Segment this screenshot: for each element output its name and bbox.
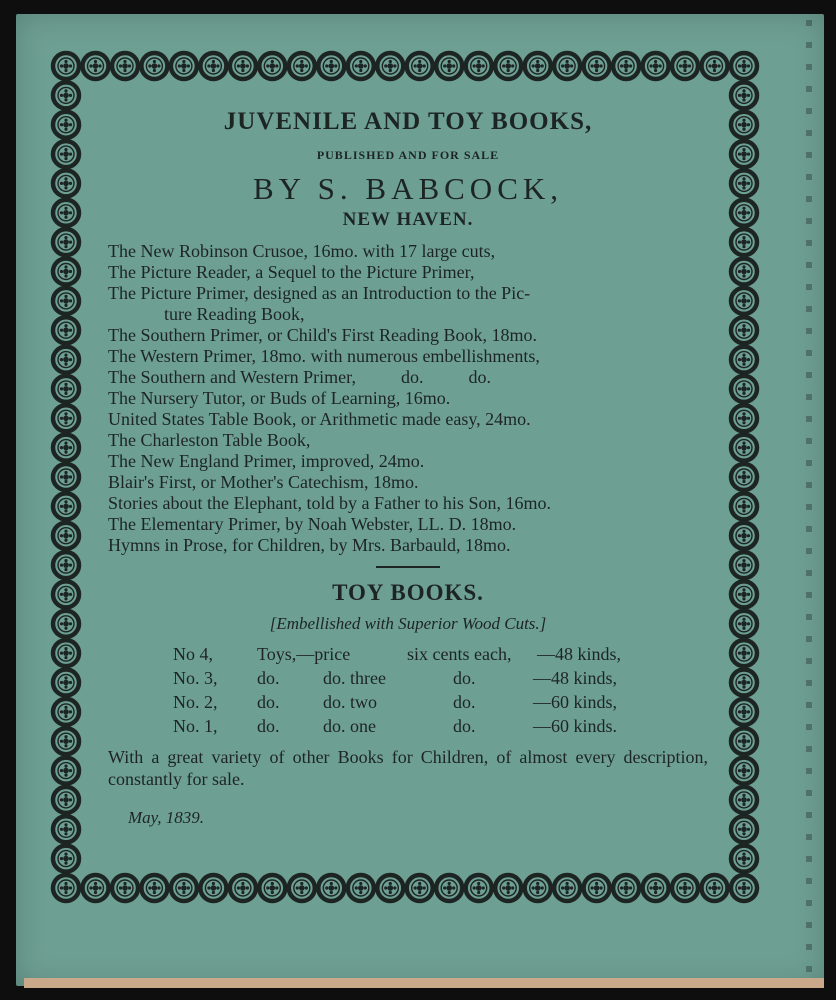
border-ornament: [731, 376, 757, 402]
border-ornament: [53, 581, 79, 607]
border-ornament: [731, 611, 757, 637]
border-ornament: [53, 82, 79, 108]
border-ornament: [230, 875, 256, 901]
border-ornament: [584, 875, 610, 901]
border-ornament: [731, 53, 757, 79]
border-ornament: [53, 670, 79, 696]
border-ornament: [112, 875, 138, 901]
border-ornament: [348, 875, 374, 901]
border-ornament: [466, 875, 492, 901]
border-ornament: [377, 53, 403, 79]
border-ornament: [53, 523, 79, 549]
page-title: JUVENILE AND TOY BOOKS,: [223, 108, 593, 135]
border-ornament: [525, 875, 551, 901]
list-item: United States Table Book, or Arithmetic made easy, 24mo.: [108, 409, 531, 429]
border-ornament: [731, 288, 757, 314]
document-body: [108, 100, 708, 828]
border-ornament: [53, 875, 79, 901]
border-ornament: [318, 53, 344, 79]
border-ornament: [731, 875, 757, 901]
border-ornament: [466, 53, 492, 79]
border-ornament: [53, 53, 79, 79]
list-item: Hymns in Prose, for Children, by Mrs. Barbauld, 18mo.: [108, 535, 511, 555]
border-ornament: [407, 53, 433, 79]
border-ornament: [613, 875, 639, 901]
border-ornament: [53, 435, 79, 461]
border-ornament: [731, 317, 757, 343]
border-ornament: [289, 875, 315, 901]
border-ornament: [554, 53, 580, 79]
section-title: TOY BOOKS.: [332, 580, 484, 605]
border-ornament: [731, 347, 757, 373]
border-ornament: [731, 640, 757, 666]
border-ornament: [702, 53, 728, 79]
list-item: The Elementary Primer, by Noah Webster, LL. D. 18mo.: [108, 514, 517, 534]
border-ornament: [731, 259, 757, 285]
border-ornament: [53, 493, 79, 519]
book-list: [108, 241, 708, 556]
publisher-name: BY S. BABCOCK,: [252, 171, 564, 206]
border-ornament: [53, 611, 79, 637]
table-row: No 4, Toys,—price six cents each, —48 kinds,: [173, 644, 622, 664]
border-ornament: [731, 846, 757, 872]
border-ornament: [731, 787, 757, 813]
publication-date: May, 1839.: [128, 808, 205, 827]
border-ornament: [141, 875, 167, 901]
border-ornament: [731, 435, 757, 461]
border-ornament: [53, 200, 79, 226]
toy-price-table: [173, 642, 643, 738]
border-ornament: [53, 229, 79, 255]
border-ornament: [53, 552, 79, 578]
border-ornament: [731, 170, 757, 196]
border-ornament: [407, 875, 433, 901]
list-item: The New Robinson Crusoe, 16mo. with 17 large cuts,: [108, 241, 496, 261]
border-ornament: [53, 317, 79, 343]
border-ornament: [731, 699, 757, 725]
border-ornament: [731, 670, 757, 696]
border-ornament: [731, 552, 757, 578]
table-row: No. 2, do. do. two do. —60 kinds,: [173, 692, 618, 712]
border-ornament: [643, 875, 669, 901]
border-ornament: [53, 170, 79, 196]
border-ornament: [643, 53, 669, 79]
border-ornament: [731, 229, 757, 255]
border-ornament: [731, 464, 757, 490]
border-ornament: [348, 53, 374, 79]
border-ornament: [731, 523, 757, 549]
border-ornament: [53, 259, 79, 285]
border-ornament: [672, 875, 698, 901]
border-ornament: [554, 875, 580, 901]
border-ornament: [377, 875, 403, 901]
border-ornament: [731, 581, 757, 607]
border-ornament: [53, 640, 79, 666]
border-ornament: [731, 758, 757, 784]
border-ornament: [584, 53, 610, 79]
border-ornament: [53, 787, 79, 813]
list-item: The Southern and Western Primer, do. do.: [108, 367, 491, 387]
border-ornament: [731, 200, 757, 226]
border-ornament: [230, 53, 256, 79]
border-ornament: [171, 53, 197, 79]
border-ornament: [200, 53, 226, 79]
border-ornament: [53, 816, 79, 842]
border-ornament: [495, 875, 521, 901]
list-item: The Picture Primer, designed as an Introduction to the Pic- ture Reading Book,: [108, 283, 531, 324]
border-ornament: [436, 875, 462, 901]
table-row: No. 1, do. do. one do. —60 kinds.: [173, 716, 618, 736]
border-ornament: [436, 53, 462, 79]
border-ornament: [53, 141, 79, 167]
border-ornament: [495, 53, 521, 79]
border-ornament: [731, 728, 757, 754]
list-item: The Picture Reader, a Sequel to the Picture Primer,: [108, 262, 475, 282]
border-ornament: [318, 875, 344, 901]
border-ornament: [259, 53, 285, 79]
border-ornament: [731, 493, 757, 519]
border-ornament: [731, 405, 757, 431]
border-ornament: [53, 464, 79, 490]
list-item: The Southern Primer, or Child's First Reading Book, 18mo.: [108, 325, 538, 345]
border-ornament: [83, 53, 109, 79]
border-ornament: [53, 347, 79, 373]
section-subtitle: [Embellished with Superior Wood Cuts.]: [269, 614, 547, 633]
border-ornament: [731, 82, 757, 108]
list-item: The Western Primer, 18mo. with numerous embellishments,: [108, 346, 540, 366]
border-ornament: [53, 112, 79, 138]
list-item: The Charleston Table Book,: [108, 430, 311, 450]
list-item: Blair's First, or Mother's Catechism, 18mo.: [108, 472, 419, 492]
border-ornament: [112, 53, 138, 79]
border-ornament: [731, 112, 757, 138]
closing-note: With a great variety of other Books for Children, of almost every description, constantly for sale.: [108, 747, 708, 789]
list-item: The Nursery Tutor, or Buds of Learning, 16mo.: [108, 388, 451, 408]
border-ornament: [525, 53, 551, 79]
border-ornament: [702, 875, 728, 901]
border-ornament: [171, 875, 197, 901]
border-ornament: [53, 728, 79, 754]
border-ornament: [53, 288, 79, 314]
divider: [376, 566, 440, 568]
publisher-place: NEW HAVEN.: [342, 209, 474, 230]
border-ornament: [200, 875, 226, 901]
border-ornament: [53, 846, 79, 872]
table-row: No. 3, do. do. three do. —48 kinds,: [173, 668, 618, 688]
list-item: Stories about the Elephant, told by a Father to his Son, 16mo.: [108, 493, 551, 513]
border-ornament: [613, 53, 639, 79]
border-ornament: [83, 875, 109, 901]
border-ornament: [53, 758, 79, 784]
border-ornament: [53, 405, 79, 431]
border-ornament: [53, 376, 79, 402]
border-ornament: [731, 816, 757, 842]
border-ornament: [141, 53, 167, 79]
border-ornament: [289, 53, 315, 79]
page-subtitle: PUBLISHED AND FOR SALE: [316, 148, 500, 162]
border-ornament: [672, 53, 698, 79]
border-ornament: [259, 875, 285, 901]
list-item: The New England Primer, improved, 24mo.: [108, 451, 425, 471]
border-ornament: [53, 699, 79, 725]
border-ornament: [731, 141, 757, 167]
